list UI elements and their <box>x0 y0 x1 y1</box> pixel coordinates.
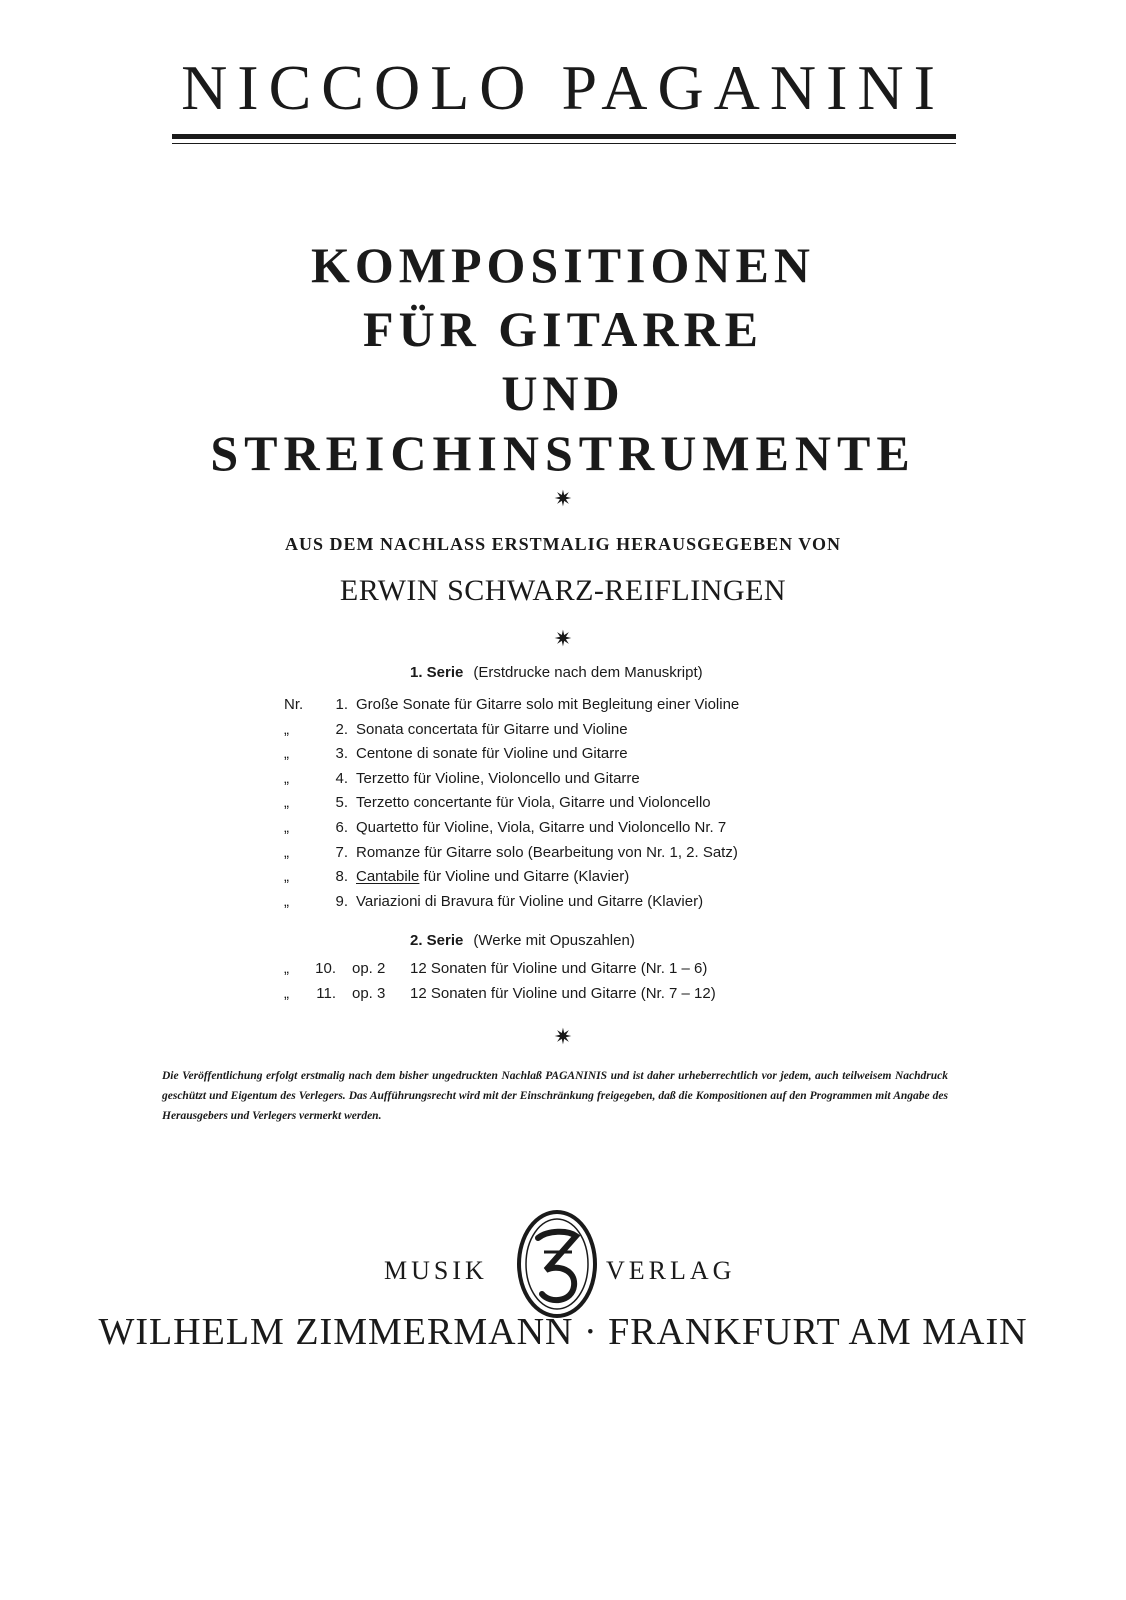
list-item <box>0 983 1126 1005</box>
work-number: 10. <box>315 960 336 977</box>
asterisk-ornament-icon: ✷ <box>553 487 573 512</box>
list-item <box>0 958 1126 980</box>
work-prefix: „ <box>284 745 289 763</box>
series-description: (Werke mit Opuszahlen) <box>473 932 635 949</box>
work-title: Quartetto für Violine, Viola, Gitarre und Violoncello Nr. 7 <box>356 819 727 836</box>
list-item <box>0 842 1126 864</box>
series-number: 2. Serie <box>410 932 464 949</box>
work-number: 4. <box>335 769 348 787</box>
work-title: 12 Sonaten für Violine und Gitarre (Nr. 7 – 12) <box>410 984 716 1002</box>
work-title-line-2: FÜR GITARRE <box>363 301 763 357</box>
work-title-line-1: KOMPOSITIONEN <box>311 237 815 293</box>
work-number: 9. <box>335 892 348 910</box>
work-title: Centone di sonate für Violine und Gitarre <box>356 745 628 763</box>
work-number: 7. <box>335 843 348 861</box>
work-number: 6. <box>335 819 348 836</box>
editor-name: ERWIN SCHWARZ-REIFLINGEN <box>339 574 787 607</box>
zimmermann-logo-icon <box>514 1208 600 1320</box>
work-title-line-3: UND <box>501 365 625 421</box>
work-title: Variazioni di Bravura für Violine und Gitarre (Klavier) <box>356 892 704 910</box>
work-number: 2. <box>335 720 348 738</box>
series-heading <box>410 932 635 949</box>
work-prefix: Nr. <box>284 696 304 713</box>
series-number: 1. Serie <box>410 664 464 681</box>
list-item <box>0 792 1126 814</box>
work-prefix: „ <box>284 720 289 738</box>
list-item <box>0 694 1126 716</box>
list-item <box>0 891 1126 913</box>
list-item <box>0 768 1126 790</box>
asterisk-ornament-icon: ✷ <box>553 1025 573 1050</box>
work-prefix: „ <box>284 868 289 886</box>
work-prefix: „ <box>284 984 289 1002</box>
work-number: 11. <box>316 984 336 1002</box>
asterisk-ornament-icon: ✷ <box>553 627 573 652</box>
copyright-notice: Die Veröffentlichung erfolgt erstmalig nach dem bisher ungedruckten Nachlaß PAGANINIS und ist daher urheberrechtlich vor jedem, auch teilweisem Nachdruck geschützt und Eigentum des Verlegers. Das Aufführungsrecht wird mit der Einschränkung freigegeben, daß die Kompositionen auf den Programmen mit Angabe des Herausgebers und Verlegers vermerkt werden. <box>162 1070 948 1122</box>
list-item <box>0 719 1126 741</box>
work-number: 5. <box>335 794 348 812</box>
work-prefix: „ <box>284 769 289 787</box>
work-prefix: „ <box>284 819 289 836</box>
work-number: 8. <box>335 868 348 886</box>
publisher-line: WILHELM ZIMMERMANN · FRANKFURT AM MAIN <box>98 1311 1028 1353</box>
composer-name: NICCOLO PAGANINI <box>181 52 945 123</box>
list-item <box>0 743 1126 765</box>
subtitle: AUS DEM NACHLASS ERSTMALIG HERAUSGEGEBEN VON <box>285 534 841 554</box>
series-description: (Erstdrucke nach dem Manuskript) <box>473 664 703 681</box>
work-title: Terzetto concertante für Viola, Gitarre und Violoncello <box>356 794 711 812</box>
work-title-line-4: STREICHINSTRUMENTE <box>210 425 916 481</box>
work-opus: op. 2 <box>352 960 386 977</box>
work-prefix: „ <box>284 843 289 861</box>
work-number: 3. <box>335 745 348 763</box>
work-prefix: „ <box>284 892 289 910</box>
work-title-rest: für Violine und Gitarre (Klavier) <box>419 868 630 886</box>
work-opus: op. 3 <box>352 984 386 1002</box>
series-heading <box>410 664 703 681</box>
list-item <box>0 866 1126 888</box>
header-rule-thick <box>172 134 956 139</box>
work-prefix: „ <box>284 794 289 812</box>
work-title <box>356 866 629 888</box>
work-title: Große Sonate für Gitarre solo mit Begleitung einer Violine <box>356 696 740 713</box>
work-title: Terzetto für Violine, Violoncello und Gitarre <box>356 769 640 787</box>
work-title: 12 Sonaten für Violine und Gitarre (Nr. 1 – 6) <box>410 960 708 977</box>
list-item <box>0 817 1126 839</box>
imprint-musik: MUSIK <box>384 1256 488 1285</box>
work-title: Romanze für Gitarre solo (Bearbeitung von Nr. 1, 2. Satz) <box>356 843 738 861</box>
work-title-underlined: Cantabile <box>356 868 420 886</box>
header-rule-thin <box>172 143 956 144</box>
work-prefix: „ <box>284 960 289 977</box>
work-number: 1. <box>335 696 348 713</box>
imprint-verlag: VERLAG <box>606 1256 736 1285</box>
work-title: Sonata concertata für Gitarre und Violine <box>356 720 628 738</box>
